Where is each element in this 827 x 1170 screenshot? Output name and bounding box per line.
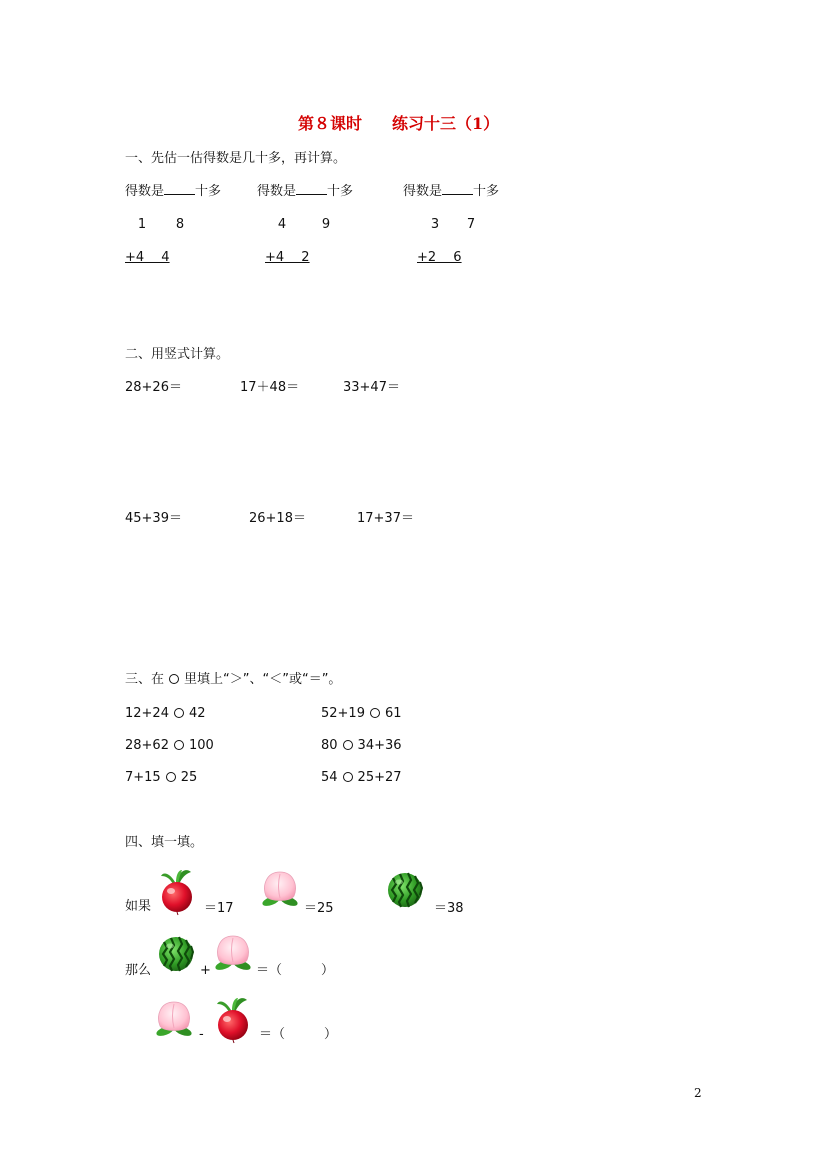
- page-title: [298, 116, 499, 132]
- if-label: 如果: [125, 899, 152, 914]
- compare-circle[interactable]: [166, 772, 176, 782]
- answer-blank[interactable]: [296, 194, 327, 195]
- lesson-number: 第８课时: [298, 114, 363, 133]
- p1-top-tens: 1: [137, 217, 147, 232]
- circle-icon: [169, 674, 179, 684]
- p2-top-tens: 4: [277, 217, 287, 232]
- compare-item: 12+24 42: [125, 706, 206, 721]
- calc-item: 17+37＝: [357, 511, 414, 526]
- peach-icon: [211, 932, 255, 972]
- calc-item: 33+47＝: [343, 380, 400, 395]
- calc-item: 17＋48＝: [240, 380, 300, 395]
- p2-top-ones: 9: [321, 217, 331, 232]
- calc-item: 28+26＝: [125, 380, 182, 395]
- estimate-blank-1: 得数是 十多: [125, 184, 222, 199]
- radish-icon: [155, 868, 199, 916]
- compare-circle[interactable]: [343, 740, 353, 750]
- page-number: 2: [694, 1086, 702, 1100]
- watermelon-icon: [385, 870, 425, 910]
- compare-item: 80 34+36: [321, 738, 402, 753]
- lesson-name: 练习十三（1）: [392, 114, 500, 133]
- p3-top-tens: 3: [430, 217, 440, 232]
- compare-item: 52+19 61: [321, 706, 402, 721]
- calc-item: 45+39＝: [125, 511, 182, 526]
- section2-heading: 二、用竖式计算。: [125, 347, 230, 362]
- p1-bottom: +4 4: [125, 250, 170, 265]
- answer-1[interactable]: ＝（ ）: [256, 963, 335, 978]
- peach-value: ＝25: [304, 901, 334, 916]
- section3-heading: 三、在 里填上“＞”、“＜”或“＝”。: [125, 672, 342, 687]
- compare-item: 28+62 100: [125, 738, 214, 753]
- section4-heading: 四、填一填。: [125, 835, 204, 850]
- compare-circle[interactable]: [174, 740, 184, 750]
- radish-icon: [211, 996, 255, 1044]
- compare-circle[interactable]: [343, 772, 353, 782]
- estimate-blank-2: 得数是 十多: [257, 184, 354, 199]
- peach-icon: [258, 868, 302, 908]
- answer-2[interactable]: ＝（ ）: [259, 1027, 338, 1042]
- peach-icon: [152, 998, 196, 1038]
- estimate-blank-3: 得数是 十多: [403, 184, 500, 199]
- plus-sign: +: [200, 963, 211, 978]
- p1-top-ones: 8: [175, 217, 185, 232]
- p2-bottom: +4 2: [265, 250, 310, 265]
- compare-item: 54 25+27: [321, 770, 402, 785]
- radish-value: ＝17: [204, 901, 234, 916]
- p3-bottom: +2 6: [417, 250, 462, 265]
- compare-circle[interactable]: [174, 708, 184, 718]
- compare-circle[interactable]: [370, 708, 380, 718]
- compare-item: 7+15 25: [125, 770, 198, 785]
- p3-top-ones: 7: [466, 217, 476, 232]
- section1-heading: 一、先估一估得数是几十多，再计算。: [125, 151, 347, 166]
- then-label: 那么: [125, 963, 152, 978]
- answer-blank[interactable]: [442, 194, 473, 195]
- answer-blank[interactable]: [164, 194, 195, 195]
- minus-sign: -: [199, 1027, 204, 1042]
- watermelon-icon: [156, 934, 196, 974]
- watermelon-value: ＝38: [434, 901, 464, 916]
- calc-item: 26+18＝: [249, 511, 306, 526]
